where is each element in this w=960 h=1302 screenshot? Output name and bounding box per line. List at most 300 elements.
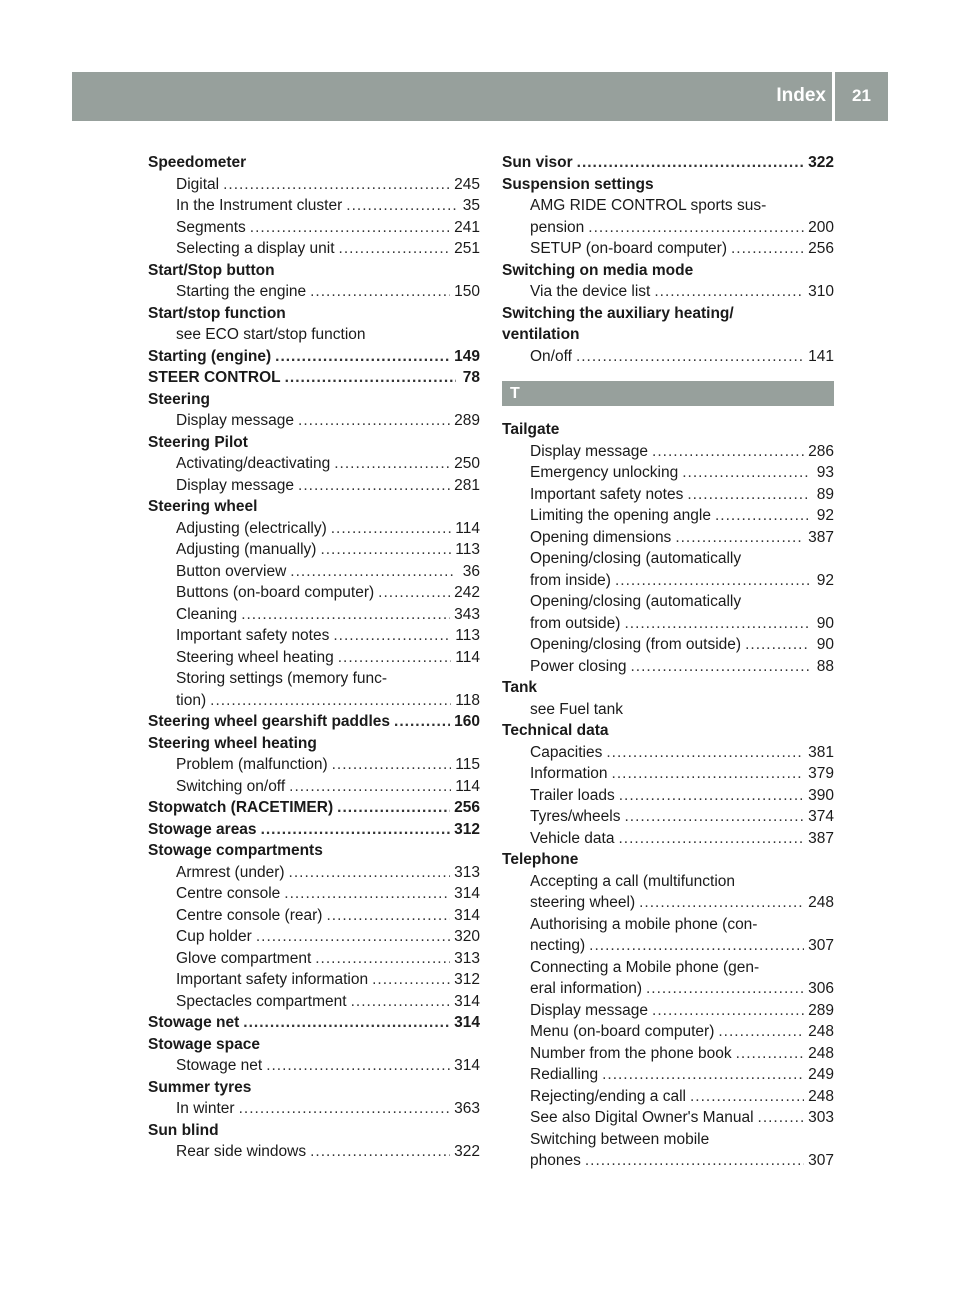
- entry-page-number[interactable]: 320: [454, 928, 480, 945]
- index-entry[interactable]: [148, 797, 480, 819]
- index-subentry[interactable]: [502, 238, 834, 260]
- entry-page-number[interactable]: 306: [808, 980, 834, 997]
- entry-label: Start/Stop button: [148, 261, 275, 279]
- entry-page-number[interactable]: 313: [454, 949, 480, 967]
- index-entry: [148, 389, 480, 411]
- index-subentry[interactable]: [148, 625, 480, 647]
- index-subentry[interactable]: [502, 1150, 834, 1172]
- dot-leader: [612, 763, 805, 785]
- index-entry: [148, 303, 480, 325]
- entry-page-number[interactable]: 314: [454, 885, 480, 902]
- index-entry[interactable]: [148, 1012, 480, 1034]
- entry-label: Technical data: [502, 722, 609, 739]
- dot-leader: [239, 1098, 451, 1120]
- dot-leader: [372, 969, 450, 991]
- entry-page-number[interactable]: 36: [462, 562, 480, 580]
- index-subentry[interactable]: [148, 195, 480, 217]
- entry-label: Opening/closing (automatically: [530, 550, 742, 567]
- index-subentry[interactable]: [502, 785, 834, 807]
- entry-page-number[interactable]: 160: [454, 713, 480, 730]
- entry-label: Important safety information: [176, 971, 369, 988]
- index-subentry: [502, 195, 834, 217]
- entry-label: Display message: [530, 442, 649, 460]
- entry-page-number[interactable]: 245: [454, 175, 480, 193]
- entry-label: Opening/closing (automatically: [530, 593, 742, 610]
- entry-label: Steering wheel heating: [176, 648, 334, 666]
- index-subentry[interactable]: [148, 561, 480, 583]
- index-subentry[interactable]: [148, 281, 480, 303]
- entry-label: Speedometer: [148, 154, 247, 171]
- entry-page-number[interactable]: 114: [455, 648, 480, 666]
- entry-label: Spectacles compartment: [176, 992, 347, 1010]
- index-subentry[interactable]: [148, 969, 480, 991]
- index-subentry[interactable]: [148, 948, 480, 970]
- dot-leader: [615, 570, 810, 592]
- dot-leader: [718, 1021, 804, 1043]
- entry-page-number[interactable]: 150: [454, 283, 480, 300]
- index-entry[interactable]: [502, 152, 834, 174]
- entry-page-number[interactable]: 379: [808, 765, 834, 782]
- entry-page-number[interactable]: 92: [816, 507, 834, 524]
- entry-label: Stowage compartments: [148, 842, 323, 859]
- entry-page-number[interactable]: 314: [454, 906, 480, 924]
- entry-page-number[interactable]: 248: [808, 1087, 834, 1105]
- dot-leader: [315, 948, 450, 970]
- entry-label: Storing settings (memory func-: [176, 670, 388, 687]
- entry-page-number[interactable]: 322: [808, 154, 834, 171]
- dot-leader: [394, 711, 450, 733]
- entry-page-number[interactable]: 92: [816, 571, 834, 589]
- dot-leader: [675, 527, 804, 549]
- entry-page-number[interactable]: 381: [808, 743, 834, 761]
- dot-leader: [346, 195, 456, 217]
- entry-page-number[interactable]: 93: [816, 464, 834, 481]
- dot-leader: [652, 1000, 804, 1022]
- index-subentry: [502, 914, 834, 936]
- entry-label: Centre console (rear): [176, 906, 323, 924]
- index-subentry[interactable]: [502, 217, 834, 239]
- index-subentry: [502, 699, 834, 721]
- entry-label: Stowage space: [148, 1035, 260, 1053]
- dot-leader: [585, 1150, 804, 1172]
- dot-leader: [618, 828, 804, 850]
- index-subentry[interactable]: [502, 656, 834, 678]
- index-entry: [502, 677, 834, 699]
- entry-page-number[interactable]: 35: [462, 197, 480, 214]
- index-subentry[interactable]: [502, 742, 834, 764]
- dot-leader: [275, 346, 450, 368]
- entry-page-number[interactable]: 141: [808, 347, 834, 365]
- entry-page-number[interactable]: 114: [455, 777, 480, 795]
- entry-label: SETUP (on-board computer): [530, 240, 727, 257]
- entry-label: Starting (engine): [148, 347, 272, 365]
- index-entry: [148, 840, 480, 862]
- index-subentry[interactable]: [502, 570, 834, 592]
- entry-page-number[interactable]: 303: [808, 1109, 834, 1126]
- dot-leader: [289, 862, 451, 884]
- index-subentry[interactable]: [502, 1043, 834, 1065]
- dot-leader: [310, 1141, 450, 1163]
- entry-label: Rejecting/ending a call: [530, 1087, 686, 1105]
- entry-label: Stowage net: [148, 1014, 240, 1031]
- index-subentry[interactable]: [148, 776, 480, 798]
- entry-label: On/off: [530, 347, 572, 365]
- entry-label: Cup holder: [176, 928, 252, 945]
- letter-heading: T: [502, 381, 834, 406]
- dot-leader: [250, 217, 450, 239]
- index-entry: [502, 419, 834, 441]
- entry-page-number[interactable]: 88: [816, 657, 834, 675]
- entry-page-number[interactable]: 90: [816, 636, 834, 653]
- entry-label: Accepting a call (multifunction: [530, 872, 736, 890]
- index-subentry: [502, 871, 834, 893]
- entry-page-number[interactable]: 248: [808, 1023, 834, 1040]
- entry-page-number[interactable]: 289: [454, 412, 480, 429]
- index-entry: [148, 1034, 480, 1056]
- index-subentry[interactable]: [148, 539, 480, 561]
- entry-page-number[interactable]: 387: [808, 829, 834, 847]
- index-subentry[interactable]: [502, 634, 834, 656]
- entry-label: Via the device list: [530, 283, 651, 300]
- entry-label: Sun visor: [502, 154, 573, 171]
- index-subentry: [148, 324, 480, 346]
- page-number: 21: [852, 86, 871, 105]
- index-subentry[interactable]: [502, 935, 834, 957]
- entry-page-number[interactable]: 310: [808, 283, 834, 300]
- entry-label: eral information): [530, 980, 642, 997]
- index-subentry[interactable]: [502, 1086, 834, 1108]
- entry-label: Summer tyres: [148, 1078, 252, 1096]
- entry-page-number[interactable]: 149: [454, 347, 480, 365]
- entry-label: Stowage areas: [148, 820, 257, 838]
- index-column-left: [148, 152, 480, 1163]
- entry-page-number[interactable]: 390: [808, 786, 834, 804]
- index-subentry[interactable]: [148, 174, 480, 196]
- entry-page-number[interactable]: 387: [808, 528, 834, 546]
- entry-label: steering wheel): [530, 894, 636, 911]
- dot-leader: [331, 518, 452, 540]
- index-subentry[interactable]: [148, 217, 480, 239]
- entry-label: Switching the auxiliary heating/: [502, 304, 734, 322]
- dot-leader: [223, 174, 450, 196]
- entry-label: Switching on media mode: [502, 261, 694, 279]
- dot-leader: [326, 905, 450, 927]
- entry-label: Buttons (on-board computer): [176, 584, 375, 601]
- index-column-right: [502, 152, 834, 1172]
- index-subentry[interactable]: [502, 763, 834, 785]
- entry-page-number[interactable]: 307: [808, 937, 834, 954]
- entry-label: Adjusting (manually): [176, 541, 317, 558]
- dot-leader: [690, 1086, 804, 1108]
- entry-label: pension: [530, 218, 585, 236]
- dot-leader: [266, 1055, 450, 1077]
- entry-page-number[interactable]: 286: [808, 442, 834, 460]
- entry-label: Redialling: [530, 1066, 599, 1083]
- entry-label: Opening/closing (from outside): [530, 636, 742, 653]
- entry-label: Problem (malfunction): [176, 756, 328, 773]
- entry-label: Segments: [176, 218, 246, 236]
- index-subentry[interactable]: [148, 475, 480, 497]
- entry-label: from inside): [530, 571, 611, 589]
- index-subentry[interactable]: [148, 238, 480, 260]
- entry-label: phones: [530, 1152, 581, 1169]
- index-subentry[interactable]: [148, 647, 480, 669]
- index-entry: [148, 260, 480, 282]
- dot-leader: [298, 475, 450, 497]
- dot-leader: [588, 217, 804, 239]
- entry-label: Display message: [176, 412, 295, 429]
- entry-label: In the Instrument cluster: [176, 197, 343, 214]
- entry-label: Adjusting (electrically): [176, 519, 327, 537]
- index-subentry[interactable]: [148, 604, 480, 626]
- index-subentry[interactable]: [502, 462, 834, 484]
- dot-leader: [351, 991, 451, 1013]
- dot-leader: [736, 1043, 805, 1065]
- entry-label: Cleaning: [176, 605, 238, 623]
- entry-page-number[interactable]: 78: [462, 369, 480, 386]
- index-subentry[interactable]: [148, 1055, 480, 1077]
- entry-page-number[interactable]: 313: [454, 863, 480, 881]
- index-subentry[interactable]: [148, 1141, 480, 1163]
- entry-label: Menu (on-board computer): [530, 1023, 715, 1040]
- index-subentry[interactable]: [502, 806, 834, 828]
- dot-leader: [334, 453, 450, 475]
- entry-label: Start/stop function: [148, 304, 286, 322]
- index-subentry[interactable]: [148, 690, 480, 712]
- dot-leader: [682, 462, 810, 484]
- dot-leader: [606, 742, 804, 764]
- index-subentry[interactable]: [502, 441, 834, 463]
- entry-label: Vehicle data: [530, 829, 615, 847]
- dot-leader: [619, 785, 804, 807]
- entry-page-number[interactable]: 312: [454, 820, 480, 838]
- entry-page-number[interactable]: 314: [454, 1014, 480, 1031]
- entry-page-number[interactable]: 89: [816, 485, 834, 503]
- entry-label: Digital: [176, 175, 220, 193]
- entry-page-number[interactable]: 248: [808, 1044, 834, 1062]
- entry-label: Switching on/off: [176, 777, 286, 795]
- index-entry: [502, 260, 834, 282]
- entry-label: Armrest (under): [176, 863, 285, 881]
- entry-label: ventilation: [502, 326, 580, 343]
- entry-label: In winter: [176, 1100, 235, 1117]
- entry-page-number[interactable]: 242: [454, 584, 480, 601]
- entry-page-number[interactable]: 113: [455, 541, 480, 558]
- entry-label: Centre console: [176, 885, 281, 902]
- index-entry: [502, 174, 834, 196]
- dot-leader: [298, 410, 450, 432]
- entry-page-number[interactable]: 249: [808, 1066, 834, 1083]
- entry-page-number[interactable]: 281: [454, 476, 480, 494]
- index-subentry: [502, 1129, 834, 1151]
- index-entry: [502, 849, 834, 871]
- dot-leader: [338, 647, 452, 669]
- dot-leader: [624, 806, 804, 828]
- index-subentry[interactable]: [502, 1000, 834, 1022]
- entry-page-number[interactable]: 251: [454, 240, 480, 257]
- entry-label: see ECO start/stop function: [176, 326, 366, 343]
- section-title: Index: [776, 85, 826, 106]
- index-entry: [148, 1120, 480, 1142]
- entry-label: Tailgate: [502, 421, 560, 438]
- index-subentry: [502, 591, 834, 613]
- entry-label: Limiting the opening angle: [530, 507, 711, 524]
- index-entry[interactable]: [148, 346, 480, 368]
- entry-page-number[interactable]: 374: [808, 808, 834, 825]
- entry-label: Emergency unlocking: [530, 464, 679, 481]
- dot-leader: [631, 656, 811, 678]
- index-entry: [148, 733, 480, 755]
- index-subentry[interactable]: [148, 453, 480, 475]
- index-subentry[interactable]: [502, 828, 834, 850]
- entry-page-number[interactable]: 343: [454, 605, 480, 623]
- index-subentry[interactable]: [502, 613, 834, 635]
- entry-page-number[interactable]: 118: [455, 691, 480, 709]
- index-subentry[interactable]: [148, 926, 480, 948]
- index-entry: [502, 720, 834, 742]
- index-entry: [502, 324, 834, 346]
- index-subentry: [148, 668, 480, 690]
- dot-leader: [654, 281, 804, 303]
- entry-label: tion): [176, 691, 207, 709]
- dot-leader: [646, 978, 804, 1000]
- entry-label: Selecting a display unit: [176, 240, 335, 257]
- index-subentry: [502, 957, 834, 979]
- entry-label: Number from the phone book: [530, 1044, 732, 1062]
- entry-page-number[interactable]: 289: [808, 1001, 834, 1019]
- entry-label: Suspension settings: [502, 175, 654, 193]
- dot-leader: [639, 892, 804, 914]
- entry-page-number[interactable]: 114: [455, 519, 480, 537]
- dot-leader: [333, 625, 451, 647]
- entry-page-number[interactable]: 363: [454, 1100, 480, 1117]
- dot-leader: [332, 754, 452, 776]
- index-entry[interactable]: [148, 819, 480, 841]
- index-subentry[interactable]: [502, 346, 834, 368]
- index-subentry[interactable]: [502, 527, 834, 549]
- entry-label: See also Digital Owner's Manual: [530, 1109, 754, 1126]
- entry-label: Steering wheel gearshift paddles: [148, 713, 391, 730]
- index-subentry[interactable]: [148, 905, 480, 927]
- index-subentry[interactable]: [502, 978, 834, 1000]
- index-subentry[interactable]: [502, 1064, 834, 1086]
- entry-label: AMG RIDE CONTROL sports sus-: [530, 197, 767, 214]
- index-subentry[interactable]: [148, 410, 480, 432]
- index-subentry[interactable]: [148, 582, 480, 604]
- entry-label: Button overview: [176, 562, 287, 580]
- entry-page-number[interactable]: 314: [454, 1057, 480, 1074]
- dot-leader: [715, 505, 810, 527]
- entry-label: Opening dimensions: [530, 528, 672, 546]
- index-subentry[interactable]: [148, 754, 480, 776]
- dot-leader: [589, 935, 804, 957]
- entry-page-number[interactable]: 250: [454, 455, 480, 472]
- entry-label: Power closing: [530, 657, 627, 675]
- entry-page-number[interactable]: 241: [454, 218, 480, 236]
- entry-page-number[interactable]: 90: [816, 614, 834, 632]
- entry-label: Important safety notes: [530, 485, 684, 503]
- index-subentry[interactable]: [148, 991, 480, 1013]
- dot-leader: [320, 539, 451, 561]
- entry-label: see Fuel tank: [530, 700, 624, 718]
- entry-label: Important safety notes: [176, 627, 330, 644]
- entry-label: necting): [530, 937, 586, 954]
- dot-leader: [243, 1012, 450, 1034]
- index-subentry[interactable]: [502, 281, 834, 303]
- index-entry[interactable]: [148, 367, 480, 389]
- dot-leader: [576, 346, 804, 368]
- entry-label: from outside): [530, 614, 621, 632]
- index-subentry[interactable]: [502, 1107, 834, 1129]
- dot-leader: [284, 883, 450, 905]
- entry-label: STEER CONTROL: [148, 369, 281, 386]
- index-subentry[interactable]: [148, 1098, 480, 1120]
- entry-page-number[interactable]: 312: [454, 971, 480, 988]
- dot-leader: [652, 441, 804, 463]
- entry-label: Display message: [530, 1001, 649, 1019]
- entry-page-number[interactable]: 115: [455, 756, 480, 773]
- entry-page-number[interactable]: 248: [808, 894, 834, 911]
- entry-label: Tank: [502, 679, 538, 696]
- dot-leader: [289, 776, 451, 798]
- index-subentry[interactable]: [502, 1021, 834, 1043]
- dot-leader: [577, 152, 804, 174]
- entry-label: Stowage net: [176, 1057, 263, 1074]
- entry-label: Switching between mobile: [530, 1130, 710, 1148]
- entry-page-number[interactable]: 307: [808, 1152, 834, 1169]
- entry-page-number[interactable]: 322: [454, 1143, 480, 1160]
- entry-label: Authorising a mobile phone (con-: [530, 915, 758, 933]
- index-subentry: [502, 548, 834, 570]
- entry-label: Stopwatch (RACETIMER): [148, 799, 334, 816]
- entry-label: Display message: [176, 476, 295, 494]
- index-subentry[interactable]: [502, 505, 834, 527]
- index-subentry[interactable]: [148, 862, 480, 884]
- entry-label: Steering Pilot: [148, 433, 248, 451]
- dot-leader: [210, 690, 451, 712]
- entry-page-number[interactable]: 314: [454, 992, 480, 1010]
- entry-label: Information: [530, 765, 608, 782]
- dot-leader: [337, 797, 450, 819]
- entry-page-number[interactable]: 200: [808, 218, 834, 236]
- entry-label: Activating/deactivating: [176, 455, 331, 472]
- entry-label: Sun blind: [148, 1121, 219, 1139]
- dot-leader: [745, 634, 810, 656]
- dot-leader: [624, 613, 810, 635]
- index-subentry[interactable]: [148, 518, 480, 540]
- entry-label: Rear side windows: [176, 1143, 307, 1160]
- entry-label: Steering: [148, 390, 211, 408]
- dot-leader: [310, 281, 450, 303]
- entry-label: Capacities: [530, 743, 603, 761]
- entry-label: Trailer loads: [530, 786, 615, 804]
- dot-leader: [256, 926, 450, 948]
- index-entry: [148, 432, 480, 454]
- index-subentry[interactable]: [502, 484, 834, 506]
- entry-page-number[interactable]: 256: [808, 240, 834, 257]
- entry-label: Connecting a Mobile phone (gen-: [530, 958, 760, 976]
- dot-leader: [758, 1107, 805, 1129]
- entry-label: Steering wheel heating: [148, 734, 317, 752]
- dot-leader: [285, 367, 456, 389]
- index-subentry[interactable]: [502, 892, 834, 914]
- index-entry[interactable]: [148, 711, 480, 733]
- entry-label: Steering wheel: [148, 498, 258, 515]
- entry-page-number[interactable]: 113: [455, 627, 480, 644]
- entry-label: Telephone: [502, 851, 579, 868]
- index-subentry[interactable]: [148, 883, 480, 905]
- entry-page-number[interactable]: 256: [454, 799, 480, 816]
